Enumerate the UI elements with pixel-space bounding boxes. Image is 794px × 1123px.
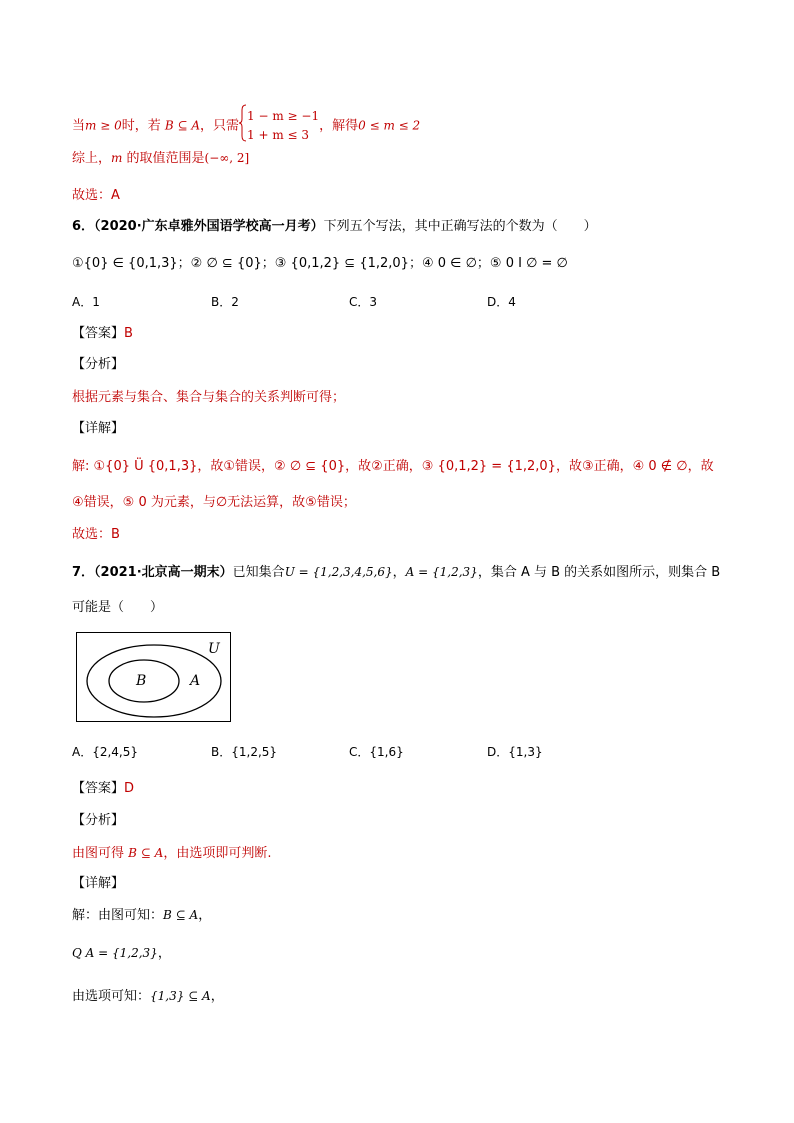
detail-line-3 bbox=[72, 987, 224, 1006]
choice-label: 故选： bbox=[72, 188, 112, 203]
inequality-1: 1 − m ≥ −1 bbox=[247, 109, 320, 123]
analysis-text bbox=[72, 844, 271, 863]
detail-line-2 bbox=[72, 944, 171, 963]
option-a[interactable]: A．{2,4,5} bbox=[72, 745, 139, 759]
analysis-text: 根据元素与集合、集合与集合的关系判断可得； bbox=[72, 390, 346, 405]
text-post: ， bbox=[198, 908, 212, 923]
variable-math: m bbox=[111, 151, 123, 165]
option-d[interactable]: D．{1,3} bbox=[487, 745, 543, 759]
set-a-math: A = {1,2,3} bbox=[405, 565, 478, 579]
set-a-ellipse bbox=[87, 645, 221, 717]
option-a[interactable]: A．1 bbox=[72, 295, 100, 309]
detail-line-1 bbox=[72, 906, 211, 925]
detail-text-1: 解: ①{0} Ü {0,1,3}，故①错误，② ∅ ⊆ {0}，故②正确，③ {0,1,2} = {1,2,0}，故③正确，④ 0 ∉ ∅，故 bbox=[72, 459, 714, 474]
answer-value: D bbox=[124, 781, 135, 796]
text-pre: 由图可得 bbox=[72, 846, 129, 861]
question-6-stem bbox=[72, 218, 597, 236]
text-mid: 的取值范围是 bbox=[122, 151, 205, 166]
statements-text: ①{0} ∈ {0,1,3}；② ∅ ⊆ {0}；③ {0,1,2} ⊆ {1,2,0}；④ 0 ∈ ∅；⑤ 0 I ∅ = ∅ bbox=[72, 256, 568, 271]
inequality-system bbox=[247, 107, 319, 145]
label-a: A bbox=[190, 673, 201, 689]
subset-math: B ⊆ A bbox=[128, 846, 164, 860]
text-pre: 当 bbox=[72, 118, 86, 134]
question-7-stem: 7．（2021·北京高一期末）已知集合U = {1,2,3,4,5,6}，A = {1,2,3}，集合 A 与 B 的关系如图所示，则集合 B bbox=[72, 565, 721, 580]
detail-label: 【详解】 bbox=[72, 876, 125, 891]
subset-math: B ⊆ A bbox=[163, 908, 199, 922]
solution-math: 0 ≤ m ≤ 2 bbox=[358, 118, 421, 133]
question-6-statements bbox=[72, 255, 568, 273]
question-number: 7． bbox=[72, 565, 95, 580]
analysis-label: 【分析】 bbox=[72, 813, 125, 828]
question-text: 下列五个写法，其中正确写法的个数为（ ） bbox=[323, 219, 597, 234]
condition-line bbox=[72, 104, 420, 148]
choice-label: 故选： bbox=[72, 527, 112, 542]
question-text: 已知集合 bbox=[232, 565, 285, 580]
text-pre: 解：由图可知： bbox=[72, 908, 164, 923]
label-u: U bbox=[208, 641, 220, 657]
answer-label: 【答案】 bbox=[72, 326, 125, 341]
text-pre: 综上， bbox=[72, 151, 112, 166]
detail-text-2: ④错误，⑤ 0 为元素，与∅无法运算，故⑤错误； bbox=[72, 495, 356, 510]
text-post: ，由选项即可判断. bbox=[163, 846, 272, 861]
text-mid: ，只需 bbox=[200, 118, 240, 134]
choice-value: B bbox=[111, 527, 120, 542]
answer-label: 【答案】 bbox=[72, 781, 125, 796]
detail-label: 【详解】 bbox=[72, 421, 125, 436]
inequality-2: 1 + m ≤ 3 bbox=[247, 128, 310, 142]
question-text: ，集合 A 与 B 的关系如图所示，则集合 B bbox=[477, 565, 721, 580]
system-brace bbox=[239, 104, 247, 148]
option-b[interactable]: B．2 bbox=[211, 295, 239, 309]
option-d[interactable]: D．4 bbox=[487, 295, 516, 309]
choice-line bbox=[72, 187, 120, 205]
text-mid: ，解得 bbox=[319, 118, 359, 134]
answer-line bbox=[72, 325, 133, 343]
text-mid: 时，若 bbox=[121, 118, 165, 134]
analysis-label: 【分析】 bbox=[72, 357, 125, 372]
venn-svg bbox=[77, 633, 230, 721]
question-number: 6． bbox=[72, 219, 95, 234]
option-b[interactable]: B．{1,2,5} bbox=[211, 745, 278, 759]
range-math: (−∞, 2] bbox=[204, 151, 250, 165]
question-source: （2020·广东卓雅外国语学校高一月考） bbox=[94, 219, 324, 234]
set-a-math: Q A = {1,2,3} bbox=[72, 946, 158, 960]
venn-diagram bbox=[76, 632, 231, 722]
question-7-stem-2: 可能是（ ） bbox=[72, 600, 164, 615]
option-c[interactable]: C．3 bbox=[349, 295, 378, 309]
text-pre: 由选项可知： bbox=[72, 989, 151, 1004]
label-b: B bbox=[136, 673, 147, 689]
question-source: （2021·北京高一期末） bbox=[94, 565, 233, 580]
choice-value: A bbox=[111, 188, 120, 203]
subset-math: {1,3} ⊆ A bbox=[150, 989, 211, 1003]
brace-icon bbox=[239, 104, 247, 142]
conclusion-line bbox=[72, 149, 249, 168]
condition-math: m ≥ 0 bbox=[85, 118, 122, 133]
text-post: ， bbox=[157, 946, 171, 961]
final-choice-line bbox=[72, 526, 120, 544]
subset-math: B ⊆ A bbox=[164, 118, 201, 133]
answer-value: B bbox=[124, 326, 133, 341]
answer-line bbox=[72, 780, 134, 798]
universal-set-math: U = {1,2,3,4,5,6} bbox=[284, 565, 393, 579]
option-c[interactable]: C．{1,6} bbox=[349, 745, 404, 759]
text-post: ， bbox=[210, 989, 224, 1004]
